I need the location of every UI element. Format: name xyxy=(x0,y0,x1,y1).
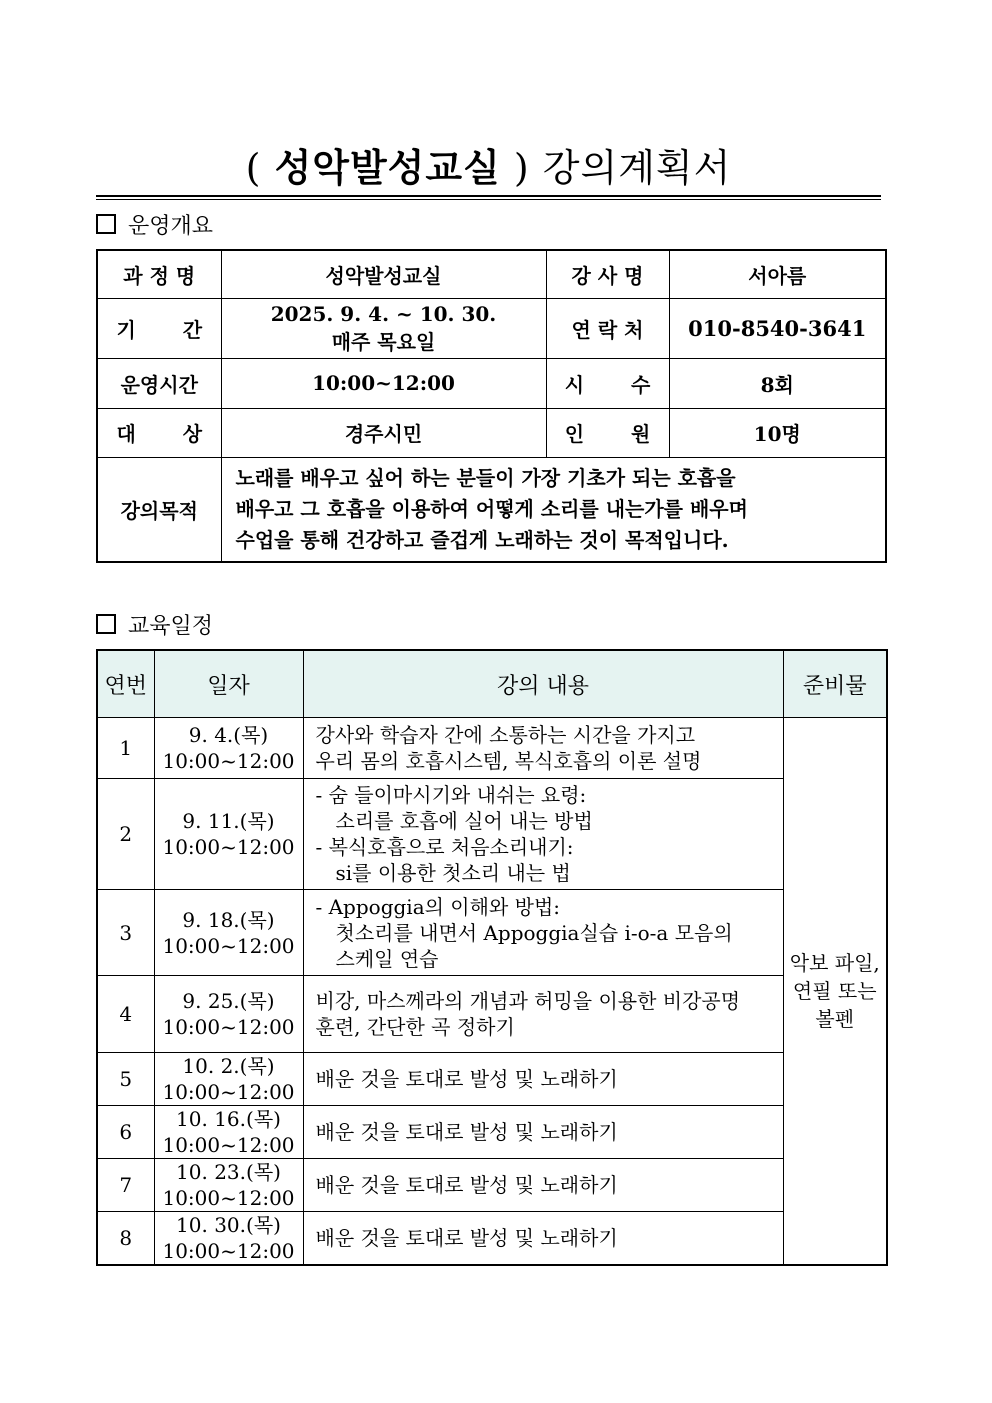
header-no: 연번 xyxy=(97,650,154,718)
row-date-time: 10:00~12:00 xyxy=(162,1239,295,1263)
sessions-value: 8회 xyxy=(669,358,886,408)
header-prep: 준비물 xyxy=(783,650,887,718)
row-date-day: 9. 18.(목) xyxy=(182,907,275,932)
row-date-day: 9. 4.(목) xyxy=(188,723,269,747)
capacity-label: 인 원 xyxy=(546,408,669,457)
table-row xyxy=(97,1159,887,1212)
row-date-time: 10:00~12:00 xyxy=(162,1015,295,1039)
row-content xyxy=(303,1053,783,1106)
row-date-time: 10:00~12:00 xyxy=(162,933,295,958)
schedule-table xyxy=(96,649,888,1266)
content-line: 비강, 마스께라의 개념과 허밍을 이용한 비강공명 xyxy=(315,989,741,1013)
row-content xyxy=(303,1106,783,1159)
table-row xyxy=(97,779,887,890)
time-label: 운영시간 xyxy=(97,358,221,408)
content-line: 훈련, 간단한 곡 정하기 xyxy=(315,1015,515,1039)
row-no: 1 xyxy=(97,718,154,779)
row-date-day: 9. 25.(목) xyxy=(182,989,275,1013)
document-title xyxy=(96,143,881,193)
content-line: - 복식호흡으로 처음소리내기: xyxy=(315,835,574,859)
purpose-label: 강의목적 xyxy=(97,457,221,562)
content-line: - 숨 들이마시기와 내쉬는 요령: xyxy=(315,783,587,807)
row-date-time: 10:00~12:00 xyxy=(162,749,295,773)
overview-table xyxy=(96,249,887,563)
section-overview-title: 운영개요 xyxy=(128,213,214,239)
period-weekday: 매주 목요일 xyxy=(331,330,436,354)
title-open-paren: ( xyxy=(245,146,275,190)
row-no: 8 xyxy=(97,1212,154,1266)
content-line: 첫소리를 내면서 Appoggia실습 i-o-a 모음의 xyxy=(335,920,733,945)
row-content xyxy=(303,1159,783,1212)
row-date xyxy=(154,1159,303,1212)
row-content xyxy=(303,976,783,1053)
row-date xyxy=(154,779,303,890)
prep-line-3: 볼펜 xyxy=(815,1007,855,1031)
section-schedule-title: 교육일정 xyxy=(128,613,214,639)
overview-row-purpose xyxy=(97,457,886,562)
row-content xyxy=(303,779,783,890)
checkbox-square-icon xyxy=(96,214,116,234)
title-underline xyxy=(96,195,881,197)
row-date-day: 10. 2.(목) xyxy=(182,1054,275,1078)
row-date xyxy=(154,890,303,976)
target-value: 경주시민 xyxy=(221,408,546,457)
target-label: 대 상 xyxy=(97,408,221,457)
period-value xyxy=(221,298,546,358)
prep-line-1: 악보 파일, xyxy=(789,951,880,975)
content-line: 소리를 호흡에 실어 내는 방법 xyxy=(335,809,593,833)
instructor-label: 강 사 명 xyxy=(546,250,669,298)
title-course-name: 성악발성교실 xyxy=(274,145,501,190)
table-row xyxy=(97,1212,887,1266)
row-date-time: 10:00~12:00 xyxy=(162,1133,295,1157)
row-no: 5 xyxy=(97,1053,154,1106)
title-close-paren: ) xyxy=(500,146,530,190)
course-label: 과 정 명 xyxy=(97,250,221,298)
row-date xyxy=(154,1106,303,1159)
content-line: 배운 것을 토대로 발성 및 노래하기 xyxy=(315,1120,618,1144)
row-date-time: 10:00~12:00 xyxy=(162,1080,295,1104)
time-value: 10:00~12:00 xyxy=(221,358,546,408)
title-suffix: 강의계획서 xyxy=(529,146,732,190)
section-schedule-heading xyxy=(96,609,213,639)
period-label: 기 간 xyxy=(97,298,221,358)
table-row xyxy=(97,890,887,976)
row-date-day: 9. 11.(목) xyxy=(182,809,275,833)
row-date xyxy=(154,976,303,1053)
row-date-day: 10. 30.(목) xyxy=(176,1213,281,1237)
row-content xyxy=(303,718,783,779)
purpose-line-1: 노래를 배우고 싶어 하는 분들이 가장 기초가 되는 호흡을 xyxy=(235,465,736,490)
checkbox-square-icon xyxy=(96,614,116,634)
instructor-value: 서아름 xyxy=(669,250,886,298)
contact-value: 010-8540-3641 xyxy=(669,298,886,358)
content-line: - Appoggia의 이해와 방법: xyxy=(315,894,561,919)
overview-row-target xyxy=(97,408,886,457)
content-line: 우리 몸의 호흡시스템, 복식호흡의 이론 설명 xyxy=(315,749,702,773)
row-date xyxy=(154,1053,303,1106)
table-row xyxy=(97,718,887,779)
row-no: 7 xyxy=(97,1159,154,1212)
overview-row-course xyxy=(97,250,886,298)
prep-line-2: 연필 또는 xyxy=(792,979,877,1003)
header-date: 일자 xyxy=(154,650,303,718)
row-no: 6 xyxy=(97,1106,154,1159)
overview-row-time xyxy=(97,358,886,408)
row-date-day: 10. 16.(목) xyxy=(176,1107,281,1131)
contact-label: 연 락 처 xyxy=(546,298,669,358)
schedule-header-row xyxy=(97,650,887,718)
table-row xyxy=(97,1053,887,1106)
row-date xyxy=(154,718,303,779)
row-no: 3 xyxy=(97,890,154,976)
overview-row-period xyxy=(97,298,886,358)
sessions-label: 시 수 xyxy=(546,358,669,408)
content-line: 강사와 학습자 간에 소통하는 시간을 가지고 xyxy=(315,723,696,747)
row-date-day: 10. 23.(목) xyxy=(176,1160,281,1184)
content-line: 스케일 연습 xyxy=(335,946,439,971)
row-content xyxy=(303,890,783,976)
row-no: 4 xyxy=(97,976,154,1053)
content-line: 배운 것을 토대로 발성 및 노래하기 xyxy=(315,1067,618,1091)
header-content: 강의 내용 xyxy=(303,650,783,718)
purpose-text xyxy=(221,457,886,562)
course-value: 성악발성교실 xyxy=(221,250,546,298)
section-overview-heading xyxy=(96,209,213,239)
table-row xyxy=(97,1106,887,1159)
row-date xyxy=(154,1212,303,1266)
prep-materials xyxy=(783,718,887,1266)
row-date-time: 10:00~12:00 xyxy=(162,835,295,859)
row-no: 2 xyxy=(97,779,154,890)
row-date-time: 10:00~12:00 xyxy=(162,1186,295,1210)
row-content xyxy=(303,1212,783,1266)
purpose-line-2: 배우고 그 호흡을 이용하여 어떻게 소리를 내는가를 배우며 xyxy=(235,496,748,521)
purpose-line-3: 수업을 통해 건강하고 즐겁게 노래하는 것이 목적입니다. xyxy=(235,527,729,552)
content-line: si를 이용한 첫소리 내는 법 xyxy=(335,861,571,885)
table-row xyxy=(97,976,887,1053)
content-line: 배운 것을 토대로 발성 및 노래하기 xyxy=(315,1226,618,1250)
capacity-value: 10명 xyxy=(669,408,886,457)
content-line: 배운 것을 토대로 발성 및 노래하기 xyxy=(315,1173,618,1197)
title-underline-thin xyxy=(96,199,881,200)
period-dates: 2025. 9. 4. ~ 10. 30. xyxy=(270,302,497,326)
